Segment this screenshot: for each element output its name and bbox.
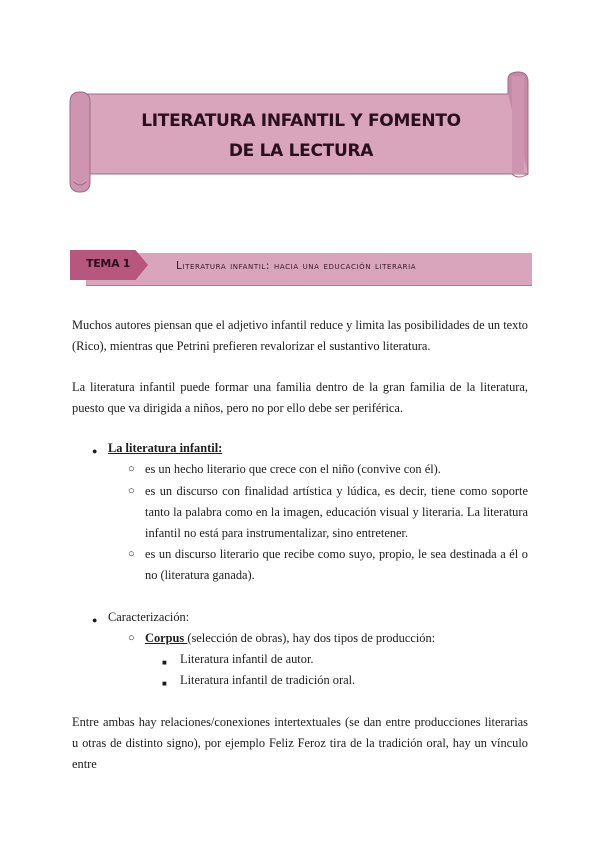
square-bullet: ■ [162, 679, 167, 688]
paragraph-2: La literatura infantil puede formar una familia dentro de la gran familia de la literatura, puesto que va dirigida a niños, pero no por ello debe ser periférica. [72, 380, 528, 415]
bullet-dot: ● [92, 615, 98, 625]
list-item: es un discurso literario que recibe como suyo, propio, le sea destinada a él o no (literatura ganada). [145, 547, 528, 582]
title-banner [66, 70, 532, 196]
paragraph-1: Muchos autores piensan que el adjetivo infantil reduce y limita las posibilidades de un texto (Rico), mientras que Petrini prefieren revalorizar el sustantivo literatura. [72, 318, 528, 353]
square-bullet: ■ [162, 658, 167, 667]
topic-label: TEMA 1 [86, 257, 131, 270]
corpus-description: (selección de obras), hay dos tipos de producción: [187, 631, 436, 645]
bullet-dot: ● [92, 446, 98, 456]
sub-bullet: ○ [128, 632, 135, 644]
corpus-line [145, 628, 528, 649]
production-type: Literatura infantil de tradición oral. [180, 673, 356, 687]
topic-header [70, 250, 532, 286]
topic-title: Literatura infantil: hacia una educación literaria [176, 260, 417, 272]
sub-bullet: ○ [128, 548, 135, 560]
list-item: es un hecho literario que crece con el niño (convive con él). [145, 462, 441, 476]
document-title: LITERATURA INFANTIL Y FOMENTO DE LA LECTURA [141, 111, 461, 161]
section-heading-caracterizacion: Caracterización: [108, 610, 190, 624]
corpus-term: Corpus [145, 631, 188, 645]
production-type: Literatura infantil de autor. [180, 652, 314, 666]
sub-bullet: ○ [128, 463, 135, 475]
list-item: es un discurso con finalidad artística y lúdica, es decir, tiene como soporte tanto la palabra como en la imagen, educación visual y literaria. La literatura infantil no está para instrumentalizar, sino entretener. [145, 484, 528, 540]
section-heading-literatura-infantil: La literatura infantil: [108, 441, 223, 455]
sub-bullet: ○ [128, 485, 135, 497]
paragraph-3: Entre ambas hay relaciones/conexiones intertextuales (se dan entre producciones literarias u otras de distinto signo), por ejemplo Feliz Feroz tira de la tradición oral, hay un vínculo entre [72, 715, 528, 771]
